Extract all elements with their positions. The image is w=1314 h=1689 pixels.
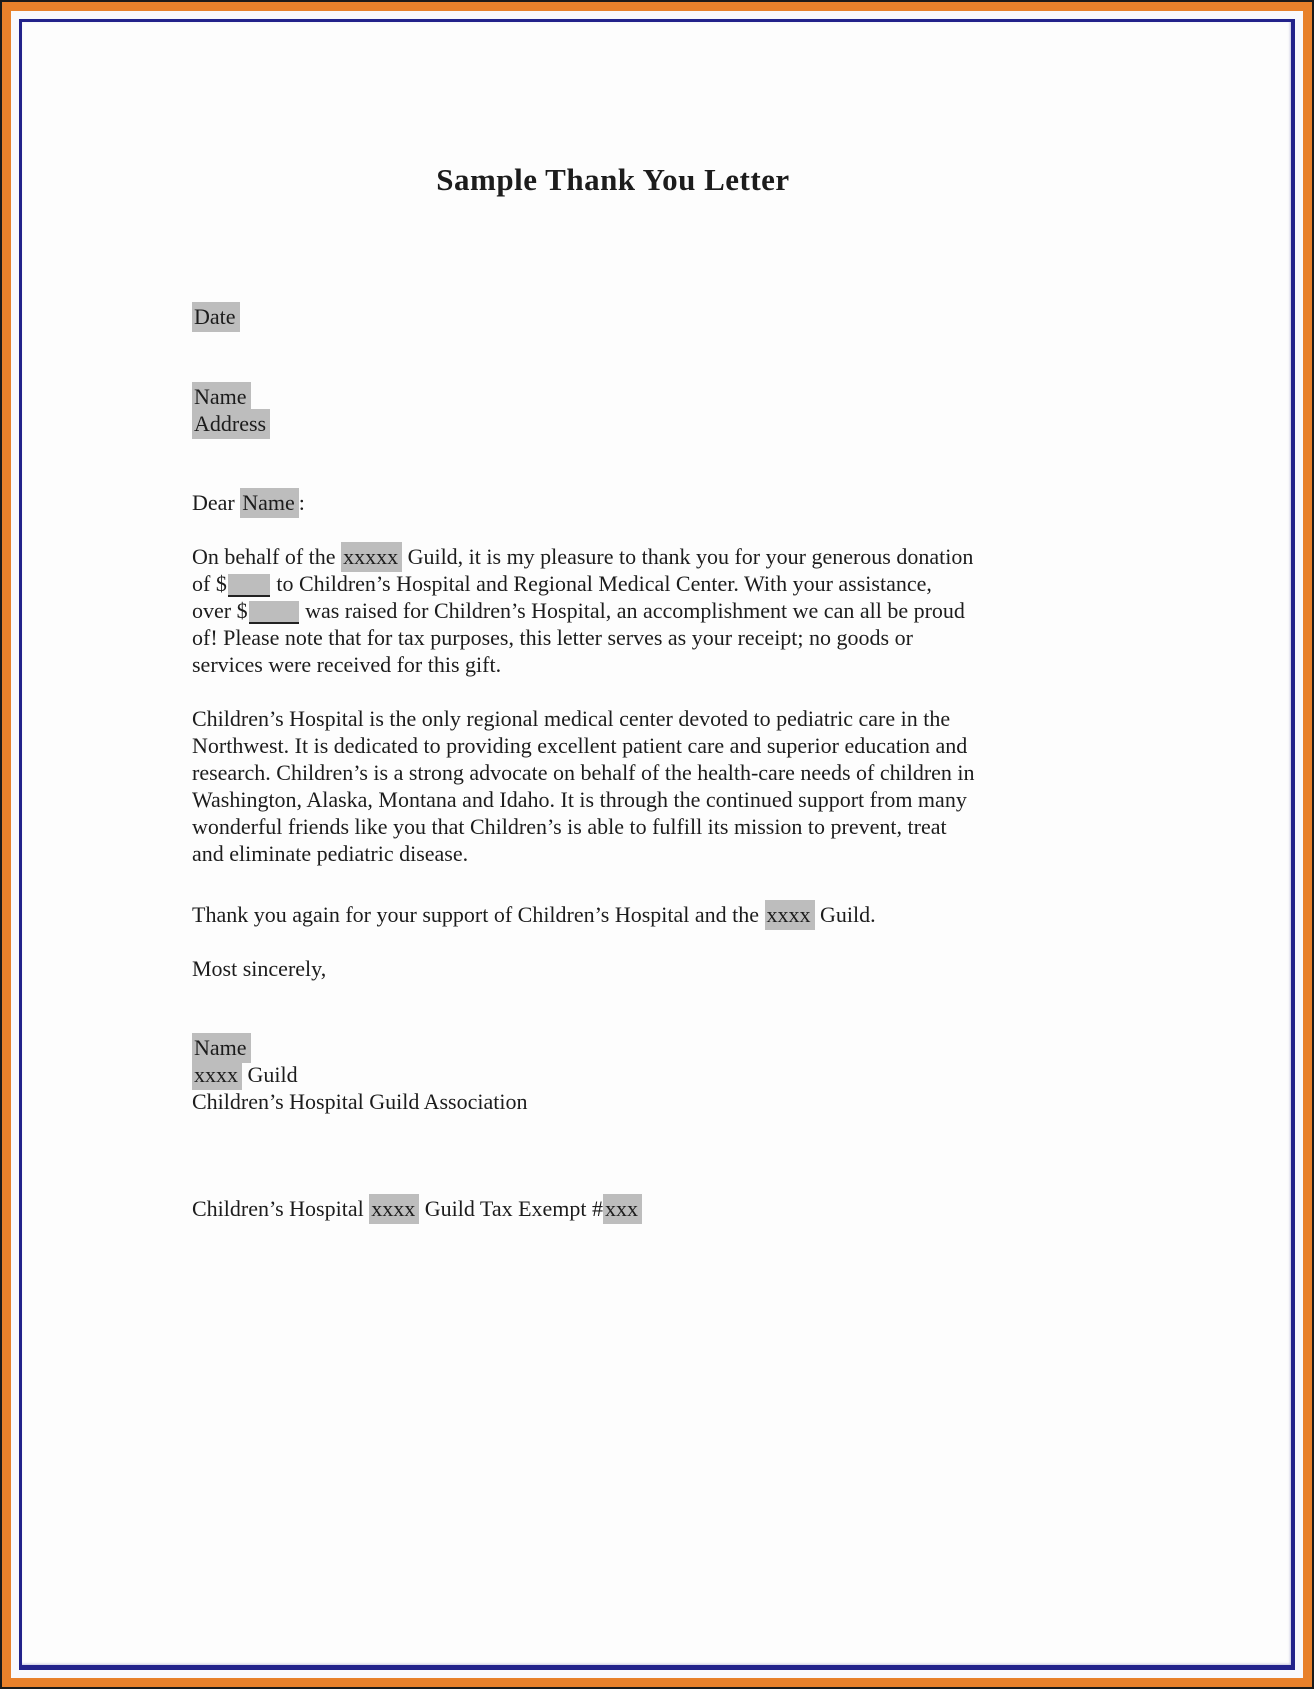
highlighted-placeholder: xxxx <box>369 1194 419 1224</box>
letter-line <box>192 786 1034 813</box>
letter-title: Sample Thank You Letter <box>436 162 790 197</box>
letter-text: and eliminate pediatric disease. <box>192 841 469 866</box>
letter-line <box>192 303 1034 330</box>
blank-field <box>228 574 270 597</box>
page-border-gap <box>11 11 1303 1678</box>
letter-text: services were received for this gift. <box>192 652 502 677</box>
block-date-line <box>192 303 1034 330</box>
letter-line <box>192 759 1034 786</box>
letter-line <box>192 813 1034 840</box>
highlighted-placeholder: Date <box>192 302 240 332</box>
block-paragraph-3 <box>192 901 1034 928</box>
letter-line <box>192 705 1034 732</box>
letter-line <box>192 543 1034 570</box>
letter-text: Children’s Hospital <box>192 1196 370 1221</box>
highlighted-placeholder: xxxx <box>192 1060 242 1090</box>
block-signature-block <box>192 1034 1034 1115</box>
letter-text: Guild <box>242 1062 298 1087</box>
letter-text: of $ <box>192 571 227 596</box>
letter-text: Washington, Alaska, Montana and Idaho. It is through the continued support from many <box>192 787 967 812</box>
letter-line <box>192 1061 1034 1088</box>
letter-text: Most sincerely, <box>192 956 327 981</box>
letter-text: wonderful friends like you that Children’s is able to fulfill its mission to prevent, treat <box>192 814 947 839</box>
block-tax-line <box>192 1195 1034 1222</box>
letter-text: Guild. <box>814 902 876 927</box>
letter-text: of! Please note that for tax purposes, this letter serves as your receipt; no goods or <box>192 625 913 650</box>
letter-text: Guild Tax Exempt # <box>419 1196 604 1221</box>
letter-text: Children’s Hospital is the only regional medical center devoted to pediatric care in the <box>192 706 951 731</box>
letter-line <box>192 570 1034 597</box>
letter-line <box>192 624 1034 651</box>
letter-line <box>192 489 1034 516</box>
letter-text: Dear <box>192 490 241 515</box>
highlighted-placeholder: xxxx <box>765 900 815 930</box>
highlighted-placeholder: Name <box>192 382 251 412</box>
letter-text: : <box>298 490 305 515</box>
block-paragraph-1 <box>192 543 1034 678</box>
letter-line <box>192 1034 1034 1061</box>
letter-body <box>192 303 1034 1222</box>
letter-line <box>192 732 1034 759</box>
letter-line <box>192 383 1034 410</box>
letter-content <box>192 160 1034 1222</box>
letter-line <box>192 410 1034 437</box>
block-paragraph-2 <box>192 705 1034 867</box>
letter-line <box>192 651 1034 678</box>
block-closing <box>192 955 1034 982</box>
letter-text: over $ <box>192 598 248 623</box>
letter-line <box>192 1088 1034 1115</box>
highlighted-placeholder: xxxxx <box>341 542 402 572</box>
highlighted-placeholder: xxx <box>603 1194 642 1224</box>
letter-line <box>192 840 1034 867</box>
letter-text: Children’s Hospital Guild Association <box>192 1089 528 1114</box>
letter-sheet <box>19 19 1295 1670</box>
block-salutation <box>192 489 1034 516</box>
highlighted-placeholder: Name <box>192 1033 251 1063</box>
letter-line <box>192 1195 1034 1222</box>
highlighted-placeholder: Name <box>240 488 299 518</box>
letter-text: Thank you again for your support of Children’s Hospital and the <box>192 902 765 927</box>
letter-line <box>192 955 1034 982</box>
letter-text: to Children’s Hospital and Regional Medical Center. With your assistance, <box>270 571 932 596</box>
letter-text: Northwest. It is dedicated to providing excellent patient care and superior education and <box>192 733 968 758</box>
letter-line <box>192 901 1034 928</box>
letter-line <box>192 597 1034 624</box>
letter-text: was raised for Children’s Hospital, an accomplishment we can all be proud <box>299 598 965 623</box>
highlighted-placeholder: Address <box>192 409 270 439</box>
blank-field <box>249 601 299 624</box>
letter-text: research. Children’s is a strong advocate on behalf of the health-care needs of children in <box>192 760 975 785</box>
letter-text: Guild, it is my pleasure to thank you for your generous donation <box>402 544 974 569</box>
block-recipient-block <box>192 383 1034 437</box>
letter-text: On behalf of the <box>192 544 342 569</box>
